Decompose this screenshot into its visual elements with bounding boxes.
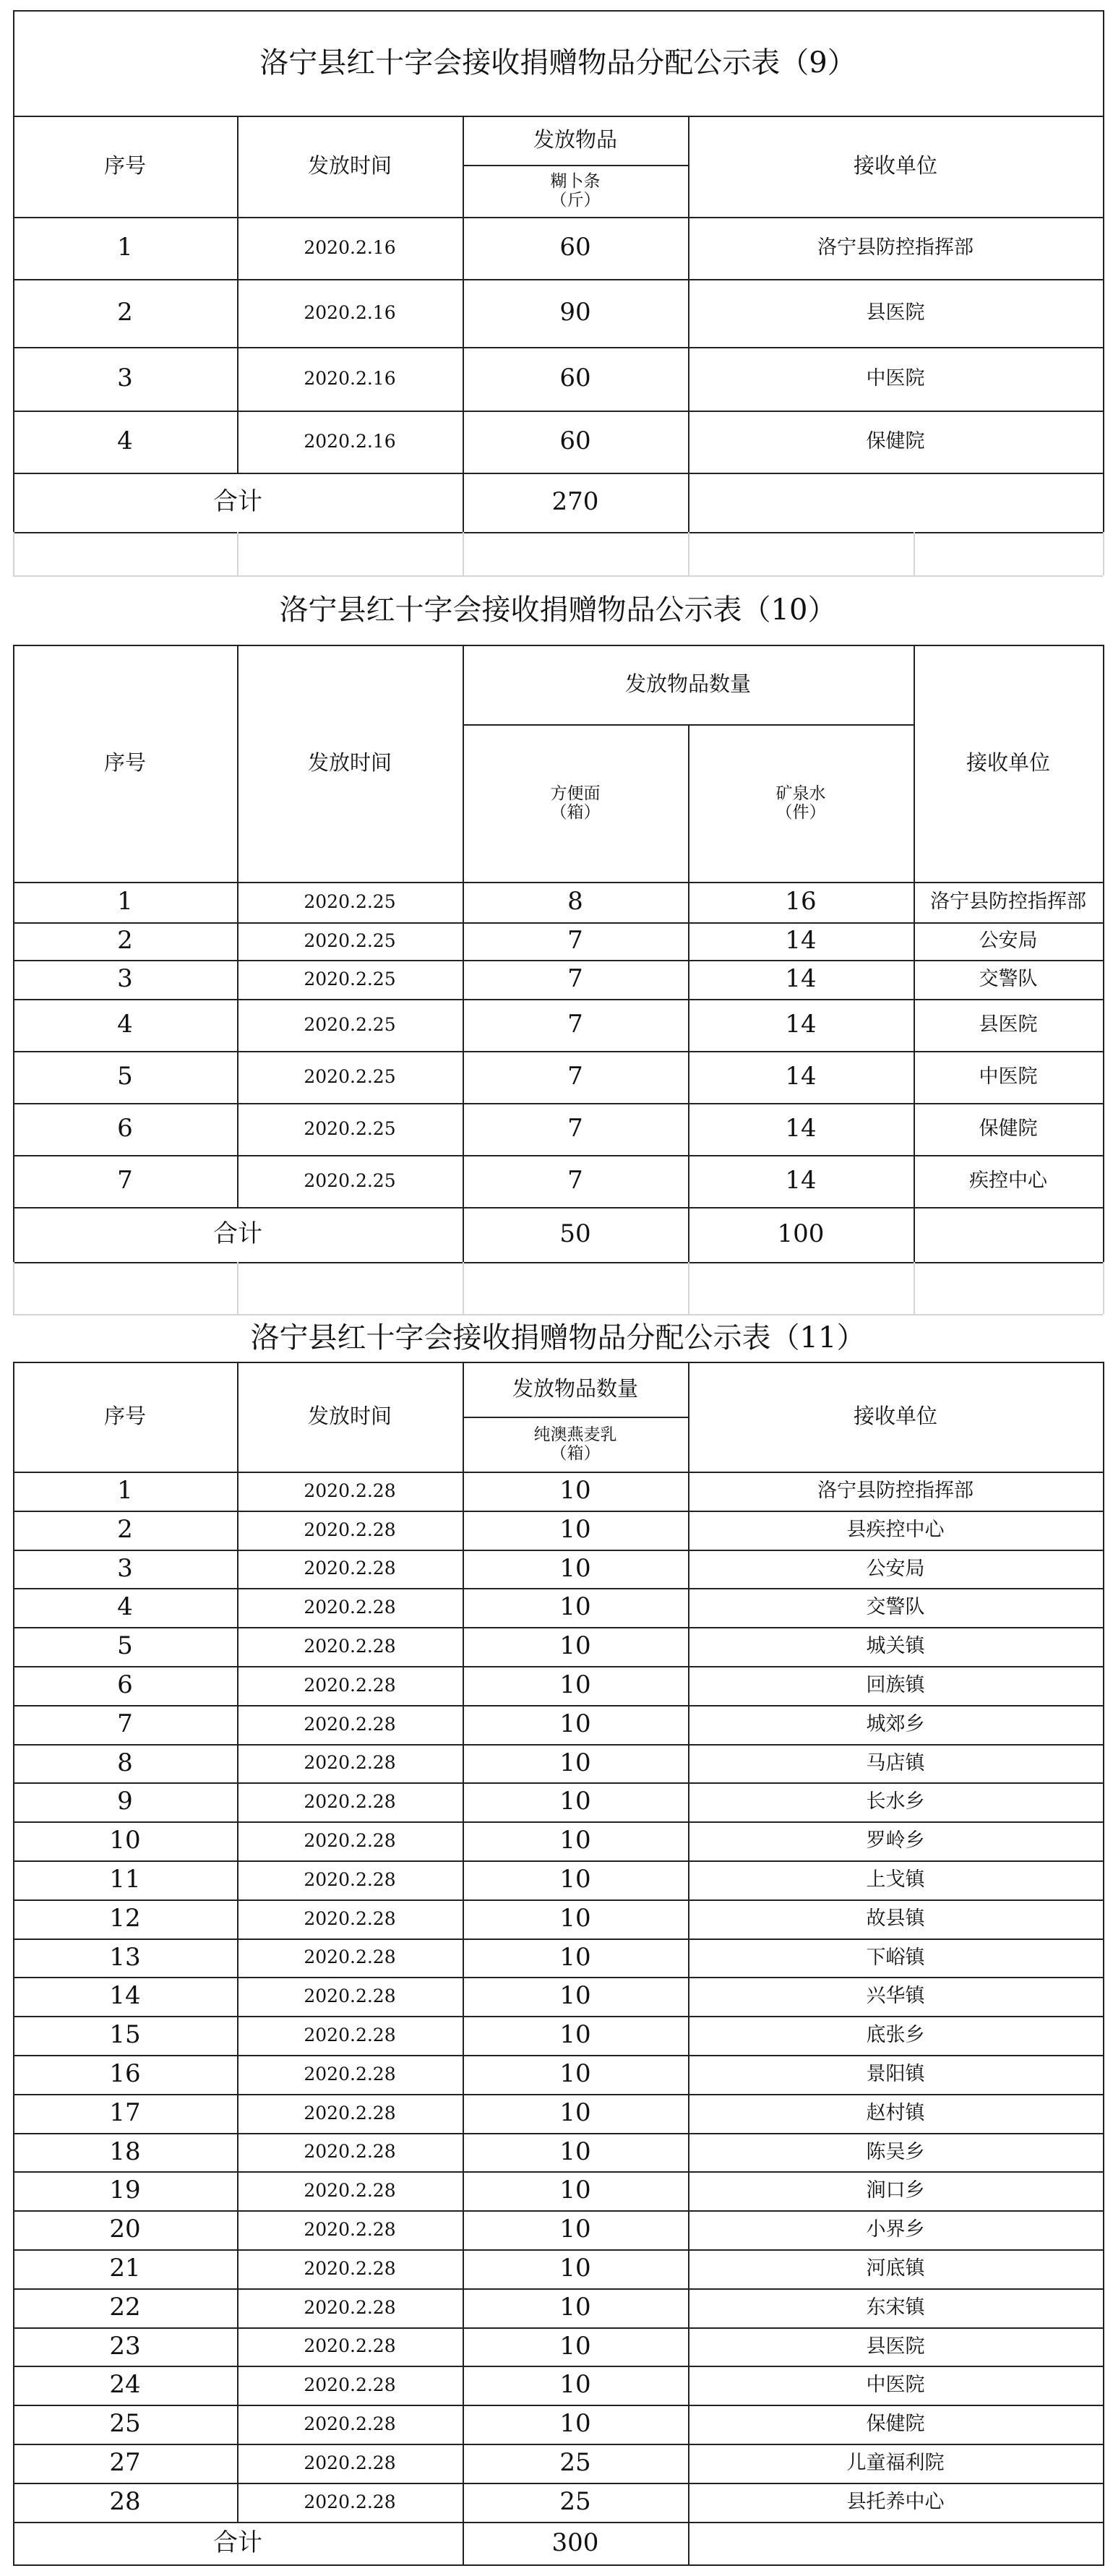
row-unit: 马店镇	[866, 1751, 925, 1774]
row-unit: 交警队	[866, 1596, 925, 1619]
row-date: 2020.2.28	[304, 1596, 396, 1618]
row-unit: 县医院	[866, 301, 925, 325]
row-qty: 10	[559, 1981, 591, 2011]
table-rule	[914, 645, 915, 1262]
row-date: 2020.2.28	[304, 2141, 396, 2163]
row-date: 2020.2.16	[304, 301, 396, 323]
row-date: 2020.2.28	[304, 2296, 396, 2318]
table-rule	[237, 645, 239, 1207]
row-unit: 交警队	[979, 968, 1038, 991]
table-title: 洛宁县红十字会接收捐赠物品公示表（10）	[279, 593, 837, 627]
row-unit: 中医院	[979, 1065, 1038, 1089]
row-date: 2020.2.28	[304, 1635, 396, 1657]
row-qty: 10	[559, 2409, 591, 2439]
table-rule	[1103, 1262, 1104, 1314]
row-date: 2020.2.28	[304, 1752, 396, 1774]
table-rule	[914, 532, 915, 575]
row-seq: 7	[117, 1709, 133, 1739]
row-seq: 4	[117, 426, 133, 456]
header-seq: 序号	[103, 750, 146, 776]
row-date: 2020.2.28	[304, 2335, 396, 2357]
row-unit: 陈吴乡	[866, 2140, 925, 2163]
row-date: 2020.2.16	[304, 430, 396, 452]
table-rule	[688, 1362, 689, 2564]
total-qty: 270	[551, 487, 599, 517]
row-unit: 县医院	[866, 2335, 925, 2358]
total-qty-water: 100	[777, 1219, 825, 1249]
row-unit: 罗岭乡	[866, 1829, 925, 1852]
row-seq: 19	[109, 2176, 141, 2205]
header-item-oat-milk: 纯澳燕麦乳 （箱）	[533, 1425, 617, 1463]
table-rule	[13, 10, 14, 532]
row-unit: 县疾控中心	[846, 1519, 945, 1542]
row-seq: 28	[109, 2487, 141, 2517]
row-date: 2020.2.25	[304, 1169, 396, 1191]
row-date: 2020.2.28	[304, 1907, 396, 1929]
row-seq: 24	[109, 2370, 141, 2400]
row-date: 2020.2.16	[304, 367, 396, 389]
row-date: 2020.2.25	[304, 1013, 396, 1035]
row-seq: 4	[117, 1010, 133, 1039]
table-rule	[1103, 10, 1104, 532]
row-date: 2020.2.28	[304, 2452, 396, 2473]
row-seq: 17	[109, 2098, 141, 2128]
table-rule	[13, 645, 14, 1262]
row-qty: 10	[559, 2331, 591, 2361]
row-seq: 5	[117, 1062, 133, 1091]
row-qty: 10	[559, 2137, 591, 2166]
row-qty: 10	[559, 2059, 591, 2089]
row-unit: 故县镇	[866, 1907, 925, 1931]
row-date: 2020.2.28	[304, 1868, 396, 1890]
row-date: 2020.2.28	[304, 2179, 396, 2201]
donation-distribution-sheet	[13, 10, 1103, 2566]
row-seq: 4	[117, 1592, 133, 1622]
row-seq: 5	[117, 1631, 133, 1661]
row-unit: 小界乡	[866, 2218, 925, 2241]
row-qty-water: 14	[785, 926, 817, 956]
row-qty: 10	[559, 1826, 591, 1855]
row-seq: 1	[117, 1476, 133, 1506]
row-date: 2020.2.28	[304, 1829, 396, 1851]
row-unit: 中医院	[866, 2374, 925, 2397]
row-qty-noodles: 8	[567, 887, 583, 916]
table-rule	[13, 2564, 1103, 2566]
row-qty: 10	[559, 2370, 591, 2400]
row-qty-water: 14	[785, 1114, 817, 1143]
row-seq: 6	[117, 1670, 133, 1700]
row-qty: 60	[559, 233, 591, 262]
row-date: 2020.2.28	[304, 2024, 396, 2045]
row-seq: 22	[109, 2293, 141, 2322]
table-rule	[13, 1362, 14, 2566]
row-qty-noodles: 7	[567, 1114, 583, 1143]
row-qty: 10	[559, 2098, 591, 2128]
row-qty: 10	[559, 1631, 591, 1661]
row-unit: 疾控中心	[969, 1169, 1047, 1193]
row-qty: 60	[559, 426, 591, 456]
row-qty: 10	[559, 1865, 591, 1894]
row-qty: 10	[559, 1476, 591, 1506]
header-date: 发放时间	[307, 153, 392, 179]
row-seq: 2	[117, 298, 133, 327]
row-qty-noodles: 7	[567, 1166, 583, 1195]
row-seq: 10	[109, 1826, 141, 1855]
row-seq: 27	[109, 2448, 141, 2478]
row-date: 2020.2.25	[304, 1065, 396, 1087]
row-seq: 1	[117, 887, 133, 916]
row-date: 2020.2.28	[304, 2102, 396, 2124]
row-unit: 长水乡	[866, 1790, 925, 1813]
table-rule	[463, 532, 464, 575]
table-title: 洛宁县红十字会接收捐赠物品分配公示表（9）	[259, 46, 856, 80]
row-date: 2020.2.28	[304, 1713, 396, 1735]
row-unit: 公安局	[866, 1557, 925, 1580]
row-unit: 下峪镇	[866, 1946, 925, 1969]
table-rule	[1103, 645, 1104, 1262]
row-seq: 9	[117, 1787, 133, 1816]
header-unit: 接收单位	[966, 750, 1050, 776]
row-seq: 1	[117, 233, 133, 262]
row-date: 2020.2.25	[304, 929, 396, 951]
table-rule	[688, 116, 689, 532]
row-unit: 城郊乡	[866, 1713, 925, 1736]
table-rule	[13, 532, 14, 575]
row-seq: 2	[117, 1515, 133, 1545]
total-qty: 300	[551, 2528, 599, 2557]
table-rule	[13, 532, 1103, 533]
row-seq: 20	[109, 2215, 141, 2244]
row-qty: 10	[559, 2254, 591, 2283]
row-unit: 中医院	[866, 367, 925, 390]
row-unit: 县托养中心	[846, 2491, 945, 2514]
row-unit: 城关镇	[866, 1635, 925, 1658]
total-label: 合计	[213, 487, 262, 517]
row-qty-noodles: 7	[567, 1010, 583, 1039]
table-rule	[463, 645, 464, 1262]
row-seq: 12	[109, 1904, 141, 1933]
row-unit: 回族镇	[866, 1674, 925, 1697]
header-seq: 序号	[103, 1404, 146, 1429]
row-date: 2020.2.25	[304, 1117, 396, 1139]
row-unit: 上戈镇	[866, 1868, 925, 1892]
row-date: 2020.2.28	[304, 1480, 396, 1501]
row-date: 2020.2.28	[304, 2257, 396, 2279]
row-unit: 保健院	[979, 1117, 1038, 1141]
header-unit: 接收单位	[853, 1404, 937, 1429]
row-seq: 23	[109, 2331, 141, 2361]
row-qty: 10	[559, 1592, 591, 1622]
row-seq: 6	[117, 1114, 133, 1143]
row-unit: 洛宁县防控指挥部	[817, 236, 974, 259]
row-seq: 7	[117, 1166, 133, 1195]
row-unit: 洛宁县防控指挥部	[930, 890, 1086, 914]
header-date: 发放时间	[307, 1404, 392, 1429]
row-date: 2020.2.28	[304, 2063, 396, 2085]
table-rule	[237, 1262, 239, 1314]
row-unit: 儿童福利院	[846, 2452, 945, 2475]
table-rule	[688, 1262, 689, 1314]
row-unit: 兴华镇	[866, 1985, 925, 2008]
row-qty-noodles: 7	[567, 1062, 583, 1091]
row-qty-water: 14	[785, 1062, 817, 1091]
row-qty: 10	[559, 1904, 591, 1933]
row-qty: 10	[559, 2176, 591, 2205]
row-qty: 10	[559, 1787, 591, 1816]
table-rule	[688, 532, 689, 575]
row-qty-water: 14	[785, 1010, 817, 1039]
header-items: 发放物品数量	[624, 671, 751, 697]
row-qty: 10	[559, 2215, 591, 2244]
row-date: 2020.2.28	[304, 1946, 396, 1968]
table-rule	[13, 1262, 1103, 1263]
row-unit: 保健院	[866, 430, 925, 453]
row-seq: 2	[117, 926, 133, 956]
row-qty: 10	[559, 1748, 591, 1777]
row-qty: 60	[559, 364, 591, 393]
row-seq: 3	[117, 1553, 133, 1583]
row-seq: 21	[109, 2254, 141, 2283]
header-item-instant-noodles: 方便面 （箱）	[550, 783, 601, 822]
row-qty: 10	[559, 2020, 591, 2050]
table-rule	[463, 116, 464, 532]
row-seq: 11	[109, 1865, 141, 1894]
header-item-mineral-water: 矿泉水 （件）	[775, 783, 826, 822]
table-rule	[237, 532, 239, 575]
row-unit: 公安局	[979, 929, 1038, 953]
row-seq: 16	[109, 2059, 141, 2089]
table-rule	[237, 116, 239, 473]
row-date: 2020.2.28	[304, 1558, 396, 1579]
row-date: 2020.2.28	[304, 1790, 396, 1812]
row-date: 2020.2.25	[304, 968, 396, 989]
row-date: 2020.2.28	[304, 2413, 396, 2434]
row-unit: 景阳镇	[866, 2063, 925, 2086]
header-items: 发放物品数量	[512, 1376, 638, 1401]
row-qty: 25	[559, 2448, 591, 2478]
row-seq: 15	[109, 2020, 141, 2050]
header-unit: 接收单位	[853, 153, 937, 179]
row-qty-noodles: 7	[567, 926, 583, 956]
row-unit: 东宋镇	[866, 2296, 925, 2319]
row-date: 2020.2.28	[304, 2374, 396, 2395]
header-item-noodle: 糊卜条 （斤）	[550, 171, 601, 210]
total-label: 合计	[213, 1219, 262, 1249]
row-date: 2020.2.28	[304, 1519, 396, 1540]
total-label: 合计	[213, 2528, 262, 2557]
table-rule	[1103, 1362, 1104, 2566]
row-qty-noodles: 7	[567, 964, 583, 994]
row-qty: 10	[559, 1709, 591, 1739]
header-seq: 序号	[103, 153, 146, 179]
row-qty: 10	[559, 1942, 591, 1972]
row-qty: 10	[559, 1553, 591, 1583]
row-seq: 3	[117, 964, 133, 994]
row-qty: 10	[559, 2293, 591, 2322]
table-title: 洛宁县红十字会接收捐赠物品分配公示表（11）	[250, 1321, 866, 1354]
row-date: 2020.2.28	[304, 2491, 396, 2512]
row-date: 2020.2.25	[304, 890, 396, 912]
row-unit: 底张乡	[866, 2024, 925, 2047]
header-date: 发放时间	[307, 750, 392, 776]
row-seq: 14	[109, 1981, 141, 2011]
row-seq: 13	[109, 1942, 141, 1972]
row-unit: 涧口乡	[866, 2179, 925, 2202]
table-rule	[1103, 532, 1104, 575]
row-date: 2020.2.28	[304, 1985, 396, 2006]
row-unit: 县医院	[979, 1013, 1038, 1036]
row-unit: 洛宁县防控指挥部	[817, 1480, 974, 1503]
row-seq: 25	[109, 2409, 141, 2439]
row-qty: 10	[559, 1515, 591, 1545]
row-unit: 保健院	[866, 2413, 925, 2436]
row-qty-water: 14	[785, 1166, 817, 1195]
header-items: 发放物品	[533, 127, 617, 153]
row-unit: 河底镇	[866, 2257, 925, 2280]
row-unit: 赵村镇	[866, 2102, 925, 2125]
row-date: 2020.2.28	[304, 1674, 396, 1696]
row-date: 2020.2.28	[304, 2218, 396, 2240]
row-seq: 8	[117, 1748, 133, 1777]
table-rule	[914, 1262, 915, 1314]
total-qty-noodles: 50	[559, 1219, 591, 1249]
row-qty: 25	[559, 2487, 591, 2517]
row-date: 2020.2.16	[304, 236, 396, 258]
row-qty-water: 14	[785, 964, 817, 994]
row-seq: 3	[117, 364, 133, 393]
table-rule	[463, 1362, 464, 2564]
table-rule	[237, 1362, 239, 2522]
row-qty: 10	[559, 1670, 591, 1700]
table-rule	[688, 724, 689, 1262]
table-rule	[463, 1262, 464, 1314]
row-qty: 90	[559, 298, 591, 327]
row-qty-water: 16	[785, 887, 817, 916]
row-seq: 18	[109, 2137, 141, 2166]
table-rule	[13, 1262, 14, 1314]
